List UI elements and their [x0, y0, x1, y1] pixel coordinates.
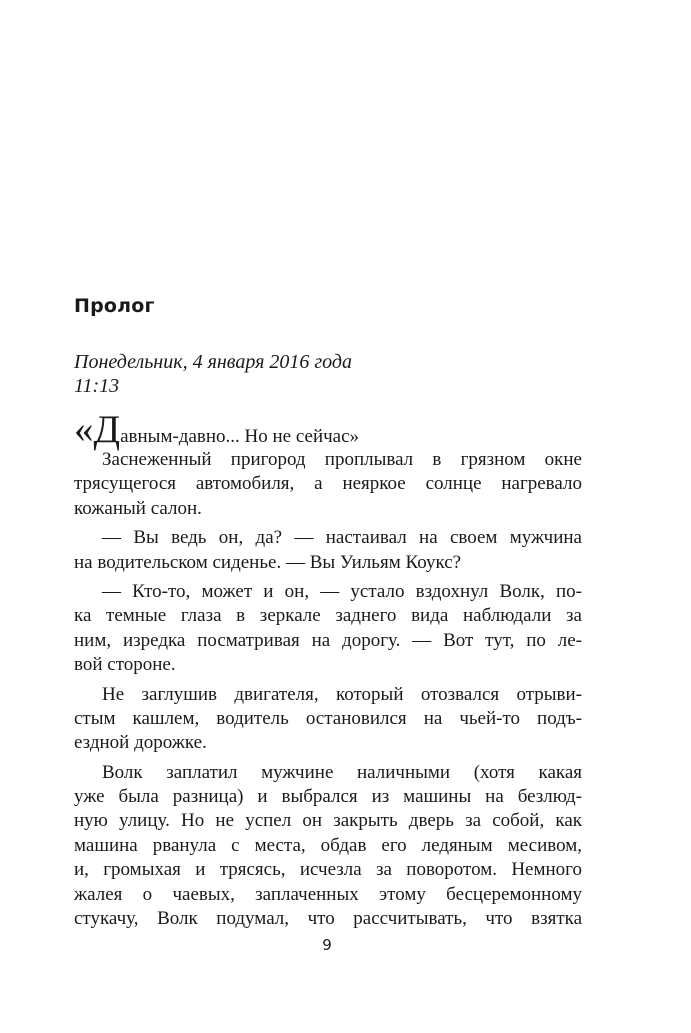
book-page — [74, 0, 582, 1033]
epigraph-dropcap: Д — [93, 408, 121, 451]
body-text — [74, 448, 582, 931]
page-number: 9 — [322, 936, 332, 954]
text-line: трясущегося автомобиля, а неяркое солнце нагревало — [74, 473, 582, 495]
chapter-title: Пролог — [74, 295, 155, 317]
text-line: кожаный салон. — [74, 497, 202, 519]
text-line: жалея о чаевых, заплаченных этому бесцеремонному — [74, 883, 582, 905]
text-line: стым кашлем, водитель остановился на чьей-то подъ- — [74, 707, 582, 729]
text-line: вой стороне. — [74, 654, 176, 676]
text-line: — Вы ведь он, да? — настаивал на своем мужчина — [102, 527, 582, 549]
text-line: ную улицу. Но не успел он закрыть дверь за собой, как — [74, 810, 582, 832]
dateline-time: 11:13 — [74, 375, 120, 397]
text-line: машина рванула с места, обдав его ледяным месивом, — [74, 834, 582, 856]
text-line: на водительском сиденье. — Вы Уильям Коукс? — [74, 551, 462, 573]
text-line: Заснеженный пригород проплывал в грязном окне — [102, 449, 582, 470]
text-line: уже была разница) и выбрался из машины на безлюд- — [74, 786, 582, 808]
epigraph-text: авным-давно... Но не сейчас» — [120, 426, 360, 447]
text-line: — Кто-то, может и он, — устало вздохнул Волк, по- — [102, 580, 582, 602]
text-line: ездной дорожке. — [74, 732, 207, 754]
text-line: ка темные глаза в зеркале заднего вида наблюдали за — [74, 605, 582, 627]
text-line: ним, изредка посматривая на дорогу. — Вот тут, по ле- — [74, 629, 582, 651]
text-line: и, громыхая и трясясь, исчезла за поворотом. Немного — [74, 859, 582, 881]
text-line: Не заглушив двигателя, который отозвался отрыви- — [102, 683, 582, 705]
text-line: стукачу, Волк подумал, что рассчитывать, что взятка — [74, 908, 582, 930]
dateline-date: Понедельник, 4 января 2016 года — [74, 351, 353, 373]
epigraph-open-quote: « — [74, 408, 94, 451]
text-line: Волк заплатил мужчине наличными (хотя какая — [102, 761, 582, 783]
dateline — [74, 350, 352, 398]
